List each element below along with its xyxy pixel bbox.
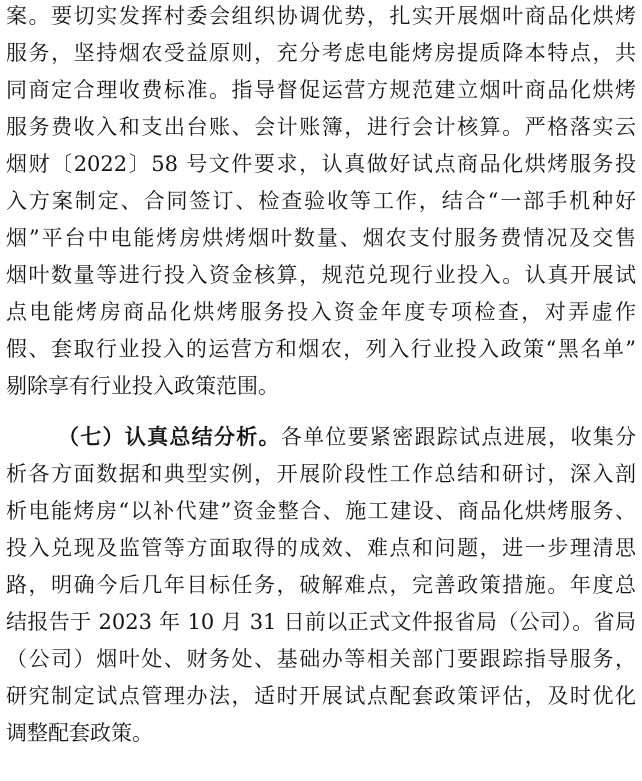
section-7-line-7: （公司）烟叶处、财务处、基础办等相关部门要跟踪指导服务， <box>6 647 636 671</box>
section-7-first-line-text: 各单位要紧密跟踪试点进展，收集分 <box>280 425 637 449</box>
paragraph-line-6: 入方案制定、合同签订、检查验收等工作，结合“一部手机种好 <box>6 189 636 213</box>
section-7-line-9: 调整配套政策。 <box>6 721 153 745</box>
section-7-line-4: 投入兑现及监管等方面取得的成效、难点和问题，进一步理清思 <box>6 536 636 560</box>
paragraph-line-5: 烟财〔2022〕58 号文件要求，认真做好试点商品化烘烤服务投 <box>6 152 636 176</box>
section-7-heading: （七）认真总结分析。 <box>58 424 281 449</box>
section-7-line-5: 路，明确今后几年目标任务，破解难点，完善政策措施。年度总 <box>6 573 636 597</box>
paragraph-line-10: 假、套取行业投入的运营方和烟农，列入行业投入政策“黑名单” <box>6 337 636 361</box>
paragraph-line-11: 剔除享有行业投入政策范围。 <box>6 374 279 398</box>
paragraph-line-7: 烟”平台中电能烤房烘烤烟叶数量、烟农支付服务费情况及交售 <box>6 226 636 250</box>
section-7-line-8: 研究制定试点管理办法，适时开展试点配套政策评估，及时优化 <box>6 684 636 708</box>
section-7-line-6: 结报告于 2023 年 10 月 31 日前以正式文件报省局（公司）。省局 <box>6 610 636 634</box>
section-7-line-3: 析电能烤房“以补代建”资金整合、施工建设、商品化烘烤服务、 <box>6 499 636 523</box>
paragraph-line-3: 同商定合理收费标准。指导督促运营方规范建立烟叶商品化烘烤 <box>6 78 636 102</box>
paragraph-line-8: 烟叶数量等进行投入资金核算，规范兑现行业投入。认真开展试 <box>6 263 636 287</box>
paragraph-line-2: 服务，坚持烟农受益原则，充分考虑电能烤房提质降本特点，共 <box>6 41 636 65</box>
paragraph-line-9: 点电能烤房商品化烘烤服务投入资金年度专项检查，对弄虚作 <box>6 300 636 324</box>
paragraph-line-1: 案。要切实发挥村委会组织协调优势，扎实开展烟叶商品化烘烤 <box>6 4 636 28</box>
paragraph-line-4: 服务费收入和支出台账、会计账簿，进行会计核算。严格落实云 <box>6 115 636 139</box>
section-7-line-2: 析各方面数据和典型实例，开展阶段性工作总结和研讨，深入剖 <box>6 462 636 486</box>
section-7-first-line <box>0 417 642 457</box>
